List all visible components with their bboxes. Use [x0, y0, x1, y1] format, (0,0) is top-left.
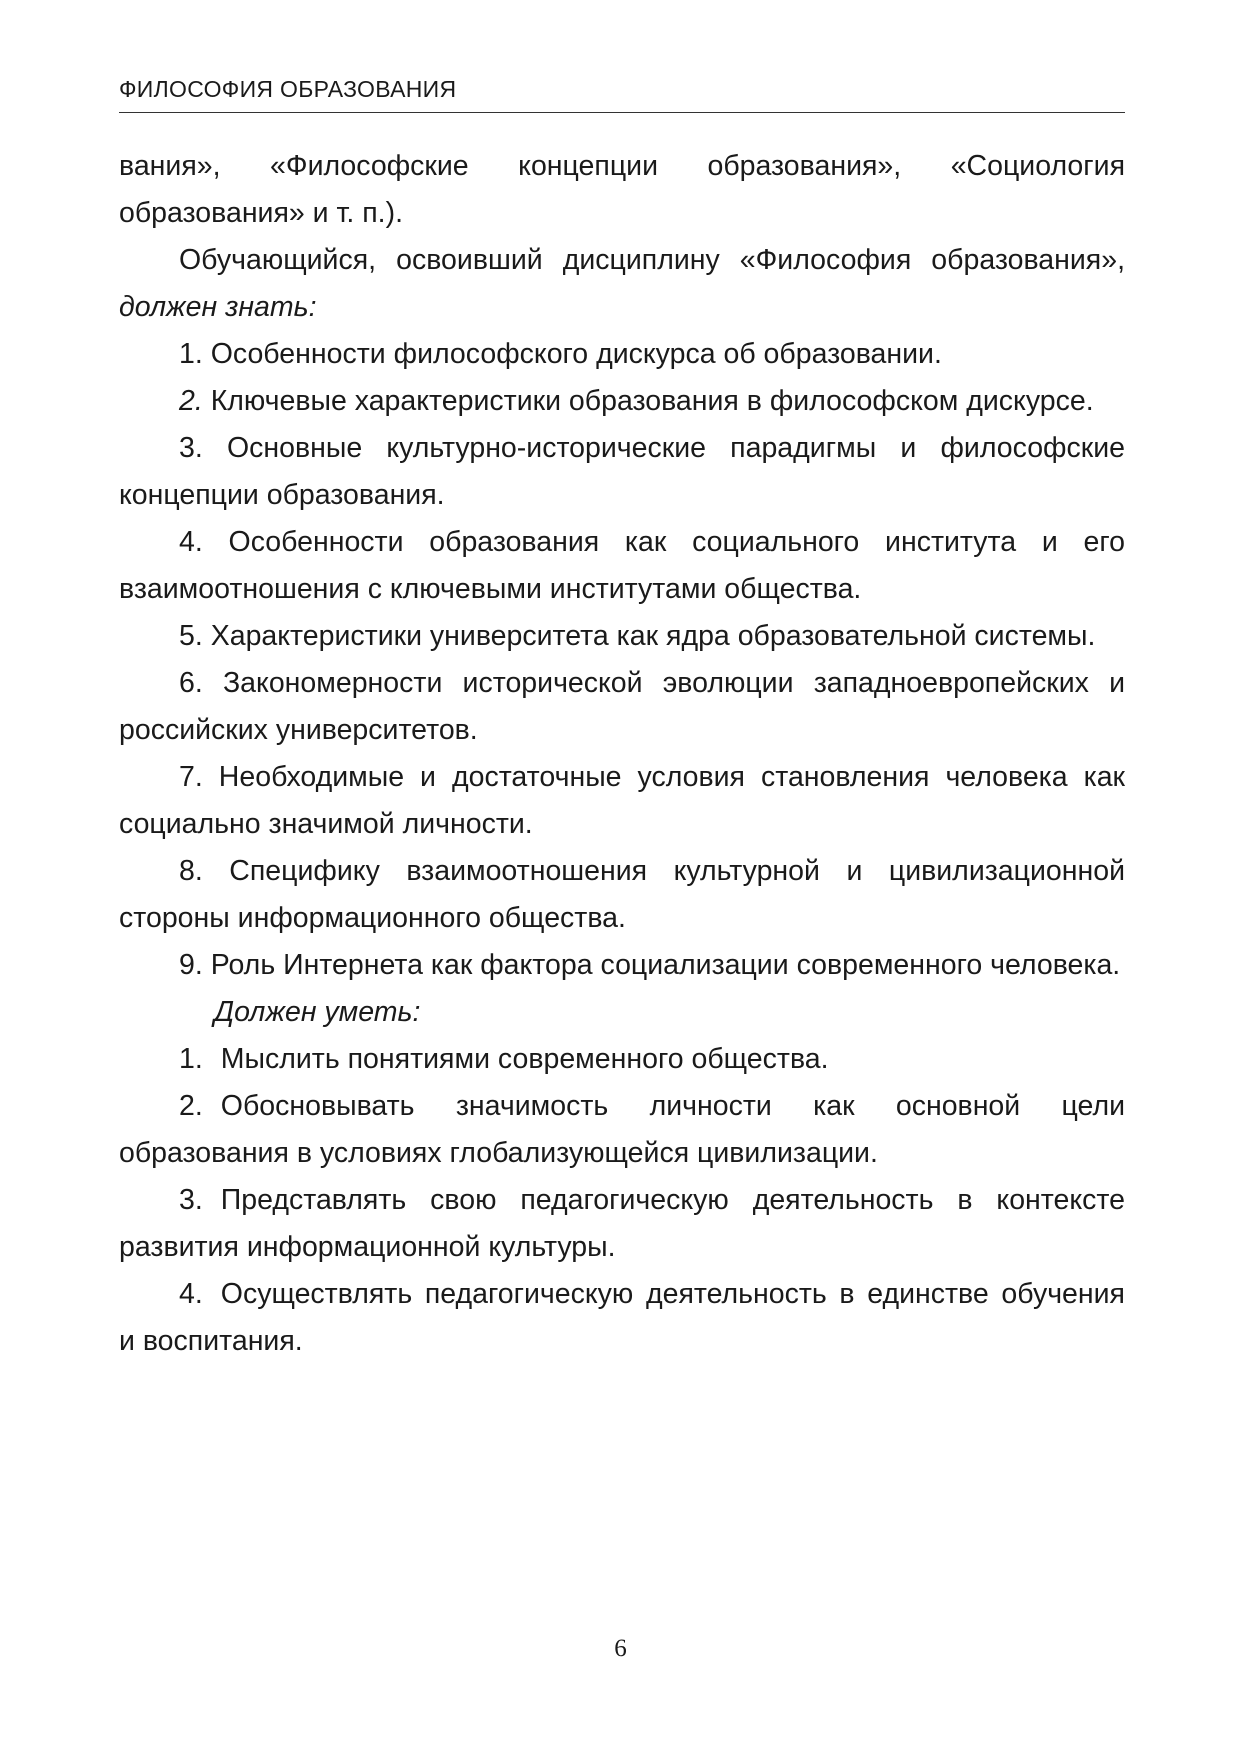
list-number: 4.: [179, 526, 203, 558]
list-number: 3.: [179, 432, 203, 464]
able-item-1: [119, 1036, 1125, 1083]
list-number: 6.: [179, 667, 203, 699]
page-body: [119, 143, 1125, 1365]
list-number: 3.: [179, 1184, 203, 1216]
know-intro-text: Обучающийся, освоивший дисциплину «Философия образования»,: [179, 244, 1125, 276]
know-item-3: [119, 425, 1125, 519]
know-item-8: [119, 848, 1125, 942]
know-item-7: [119, 754, 1125, 848]
know-intro-paragraph: [119, 237, 1125, 331]
list-item-text: Специфику взаимоотношения культурной и цивилизационной стороны информационного общества.: [119, 855, 1125, 934]
list-number: 1.: [179, 338, 203, 370]
list-number: 2.: [179, 385, 203, 417]
list-item-text: Необходимые и достаточные условия становления человека как социально значимой личности.: [119, 761, 1126, 840]
list-item-text: Особенности философского дискурса об образовании.: [210, 338, 942, 370]
intro-continuation: вания», «Философские концепции образования», «Социология образования» и т. п.).: [119, 150, 1125, 229]
list-item-text: Осуществлять педагогическую деятельность в единстве обучения и воспитания.: [119, 1278, 1125, 1357]
list-item-text: Характеристики университета как ядра образовательной системы.: [210, 620, 1096, 652]
know-item-1: [119, 331, 1125, 378]
able-item-2: [119, 1083, 1125, 1177]
list-number: 5.: [179, 620, 203, 652]
know-item-2: [119, 378, 1125, 425]
running-header: ФИЛОСОФИЯ ОБРАЗОВАНИЯ: [119, 76, 1125, 113]
know-item-5: [119, 613, 1125, 660]
list-item-text: Особенности образования как социального института и его взаимоотношения с ключевыми институтами общества.: [119, 526, 1125, 605]
know-item-4: [119, 519, 1125, 613]
list-item-text: Обосновывать значимость личности как основной цели образования в условиях глобализующейся цивилизации.: [119, 1090, 1125, 1169]
list-item-text: Мыслить понятиями современного общества.: [220, 1043, 829, 1075]
list-item-text: Представлять свою педагогическую деятельность в контексте развития информационной культуры.: [119, 1184, 1125, 1263]
able-item-4: [119, 1271, 1125, 1365]
list-number: 4.: [179, 1278, 203, 1310]
list-number: 8.: [179, 855, 203, 887]
know-item-9: [119, 942, 1125, 989]
page-number: 6: [614, 1635, 627, 1662]
list-item-text: Ключевые характеристики образования в философском дискурсе.: [210, 385, 1094, 417]
able-item-3: [119, 1177, 1125, 1271]
list-number: 7.: [179, 761, 203, 793]
list-number: 9.: [179, 949, 203, 981]
list-number: 1.: [179, 1043, 203, 1075]
list-item-text: Роль Интернета как фактора социализации современного человека.: [210, 949, 1121, 981]
know-heading: должен знать:: [119, 291, 317, 323]
list-item-text: Основные культурно-исторические парадигмы и философские концепции образования.: [119, 432, 1125, 511]
list-item-text: Закономерности исторической эволюции западноевропейских и российских университетов.: [119, 667, 1126, 746]
know-item-6: [119, 660, 1125, 754]
list-number: 2.: [179, 1090, 203, 1122]
able-heading: Должен уметь:: [214, 996, 421, 1028]
